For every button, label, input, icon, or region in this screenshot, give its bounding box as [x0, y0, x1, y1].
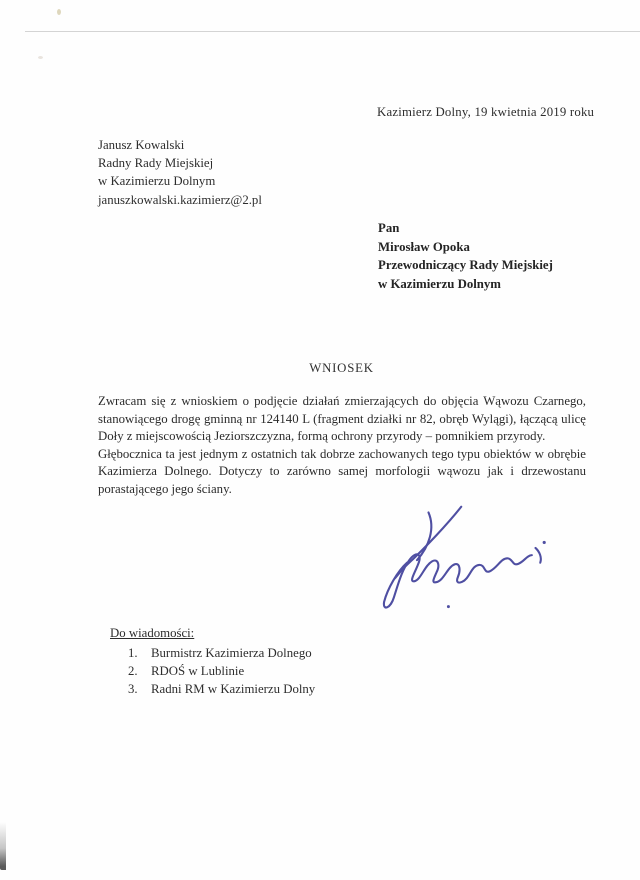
- signature-stroke: [414, 512, 433, 560]
- body-line: Zwracam się z wnioskiem o podjęcie działań zmierzających do objęcia Wąwozu Czarnego,: [98, 394, 586, 408]
- signature-dot: [447, 605, 450, 608]
- cc-item: [128, 680, 315, 698]
- signature-stroke: [381, 548, 534, 607]
- cc-item-number: 3.: [128, 682, 138, 697]
- cc-item-text: Burmistrz Kazimierza Dolnego: [151, 646, 312, 660]
- scan-line-artifact: [25, 31, 640, 32]
- sender-name: Janusz Kowalski: [98, 138, 185, 152]
- recipient-city: w Kazimierzu Dolnym: [378, 276, 501, 291]
- date-line: Kazimierz Dolny, 19 kwietnia 2019 roku: [377, 105, 595, 119]
- cc-item-text: Radni RM w Kazimierzu Dolny: [151, 682, 316, 697]
- body-line: Doły z miejscowością Jeziorszczyzna, formą ochrony przyrody – pomnikiem przyrody.: [98, 429, 546, 443]
- letter-body: [98, 393, 586, 498]
- cc-list: [128, 644, 315, 699]
- cc-item-number: 2.: [128, 664, 138, 679]
- body-line: stanowiącego drogę gminną nr 124140 L (fragment działki nr 82, obręb Wylągi), łączącą ulicę: [98, 411, 586, 426]
- recipient-salutation: Pan: [378, 221, 400, 235]
- body-line: Kazimierza Dolnego. Dotyczy to zarówno samej morfologii wąwozu jak i drzewostanu: [98, 464, 586, 478]
- recipient-block: [378, 219, 553, 293]
- recipient-title: Przewodniczący Rady Miejskiej: [378, 258, 553, 272]
- sender-block: [98, 136, 262, 209]
- body-line: Głębocznica ta jest jednym z ostatnich tak dobrze zachowanych tego typu obiektów w obrębie: [98, 446, 586, 461]
- sender-role: Radny Rady Miejskiej: [98, 156, 214, 171]
- scan-edge-smudge: [0, 822, 6, 870]
- sender-email: januszkowalski.kazimierz@2.pl: [98, 192, 262, 207]
- cc-item: [128, 662, 315, 680]
- scan-speck: [38, 56, 43, 59]
- body-line: porastającego jego ściany.: [98, 481, 232, 496]
- handwritten-signature: [357, 495, 559, 625]
- scan-speck: [57, 9, 61, 15]
- cc-item-number: 1.: [128, 646, 138, 660]
- cc-item: [128, 644, 315, 662]
- recipient-name: Mirosław Opoka: [378, 239, 470, 254]
- sender-city: w Kazimierzu Dolnym: [98, 174, 216, 189]
- cc-item-text: RDOŚ w Lublinie: [151, 664, 245, 679]
- signature-dot: [543, 541, 546, 544]
- letter-title: WNIOSEK: [309, 361, 374, 375]
- cc-heading: Do wiadomości:: [110, 626, 195, 640]
- signature-stroke: [535, 548, 541, 563]
